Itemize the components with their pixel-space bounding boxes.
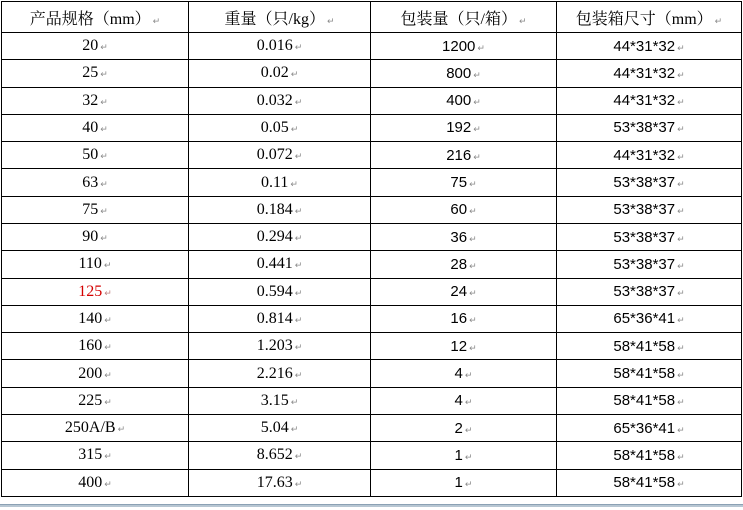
paragraph-mark-icon: ↵	[100, 43, 108, 54]
cell-value: 0.294	[256, 228, 293, 246]
paragraph-mark-icon: ↵	[469, 261, 477, 272]
table-cell	[557, 60, 742, 87]
cell-value: 8.652	[256, 446, 293, 464]
cell-value: 63	[82, 173, 99, 191]
table-cell	[2, 87, 189, 114]
table-cell	[371, 360, 557, 387]
table-cell	[2, 278, 189, 305]
paragraph-mark-icon: ↵	[100, 179, 108, 190]
paragraph-mark-icon: ↵	[290, 397, 299, 408]
table-row	[2, 360, 742, 387]
table-cell	[557, 414, 742, 441]
table-cell	[189, 196, 371, 223]
table-cell	[371, 196, 557, 223]
cell-value: 75	[82, 200, 99, 218]
cell-value: 200	[78, 364, 103, 382]
paragraph-mark-icon: ↵	[294, 206, 303, 217]
table-cell	[189, 469, 371, 497]
cell-value: 24	[450, 283, 468, 301]
cell-value: 0.032	[256, 91, 293, 109]
window-bottom-divider	[0, 504, 743, 507]
paragraph-mark-icon: ↵	[677, 371, 685, 382]
cell-value: 0.441	[256, 255, 293, 273]
table-row	[2, 251, 742, 278]
cell-value: 0.594	[256, 282, 293, 300]
paragraph-mark-icon: ↵	[464, 452, 473, 463]
paragraph-mark-icon: ↵	[290, 124, 299, 135]
table-cell	[189, 278, 371, 305]
cell-value: 110	[78, 255, 102, 273]
paragraph-mark-icon: ↵	[294, 152, 303, 163]
paragraph-mark-icon: ↵	[677, 125, 685, 136]
cell-value: 800	[446, 64, 472, 82]
table-cell	[557, 360, 742, 387]
paragraph-mark-icon: ↵	[464, 398, 473, 409]
table-row	[2, 469, 742, 497]
cell-value: 65*36*41	[613, 419, 676, 437]
table-cell	[2, 305, 189, 332]
paragraph-mark-icon: ↵	[469, 316, 477, 327]
table-cell	[189, 305, 371, 332]
table-cell	[2, 360, 189, 387]
cell-value: 44*31*32	[613, 146, 676, 164]
table-row	[2, 278, 742, 305]
paragraph-mark-icon: ↵	[473, 70, 481, 81]
cell-value: 25	[82, 64, 99, 82]
paragraph-mark-icon: ↵	[477, 43, 485, 54]
table-body	[2, 33, 742, 497]
paragraph-mark-icon: ↵	[473, 98, 481, 109]
table-cell	[2, 469, 189, 497]
cell-value: 160	[78, 337, 103, 355]
paragraph-mark-icon: ↵	[104, 288, 112, 299]
table-row	[2, 196, 742, 223]
header-label: 包装量（只/箱）	[400, 10, 517, 28]
table-cell	[557, 169, 742, 196]
paragraph-mark-icon: ↵	[464, 371, 473, 382]
cell-value: 58*41*58	[613, 446, 676, 464]
cell-value: 4	[454, 365, 463, 383]
paragraph-mark-icon: ↵	[677, 234, 685, 245]
table-cell	[371, 305, 557, 332]
paragraph-mark-icon: ↵	[473, 125, 481, 136]
table-cell	[189, 223, 371, 250]
paragraph-mark-icon: ↵	[469, 207, 477, 218]
cell-value: 53*38*37	[613, 255, 676, 273]
table-row	[2, 87, 742, 114]
paragraph-mark-icon: ↵	[294, 234, 303, 245]
cell-value: 140	[78, 309, 103, 327]
paragraph-mark-icon: ↵	[104, 315, 112, 326]
paragraph-mark-icon: ↵	[100, 152, 108, 163]
cell-value: 3.15	[260, 391, 289, 409]
table-cell	[189, 33, 371, 60]
paragraph-mark-icon: ↵	[677, 316, 685, 327]
header-label: 产品规格（mm）	[29, 10, 151, 28]
paragraph-mark-icon: ↵	[677, 398, 685, 409]
header-packing-qty	[371, 2, 557, 33]
table-cell	[557, 442, 742, 469]
table-row	[2, 305, 742, 332]
cell-value: 5.04	[260, 419, 289, 437]
cell-value: 44*31*32	[613, 37, 676, 55]
cell-value: 17.63	[256, 473, 293, 491]
table-row	[2, 223, 742, 250]
table-cell	[189, 251, 371, 278]
table-cell	[557, 196, 742, 223]
cell-value: 53*38*37	[613, 119, 676, 137]
cell-value: 53*38*37	[613, 201, 676, 219]
table-cell	[557, 87, 742, 114]
product-spec-table	[1, 1, 742, 497]
cell-value: 0.072	[256, 146, 293, 164]
cell-value: 0.02	[260, 64, 289, 82]
paragraph-mark-icon: ↵	[294, 479, 303, 490]
table-cell	[557, 251, 742, 278]
table-cell	[371, 142, 557, 169]
table-cell	[189, 169, 371, 196]
table-cell	[2, 414, 189, 441]
cell-value: 250A/B	[64, 419, 116, 437]
table-cell	[2, 251, 189, 278]
table-row	[2, 169, 742, 196]
table-cell	[189, 60, 371, 87]
cell-value: 0.814	[256, 309, 293, 327]
cell-value: 216	[446, 146, 472, 164]
table-cell	[2, 333, 189, 360]
paragraph-mark-icon: ↵	[677, 207, 685, 218]
paragraph-mark-icon: ↵	[100, 234, 108, 245]
paragraph-mark-icon: ↵	[677, 43, 685, 54]
cell-value: 400	[78, 473, 103, 491]
cell-value: 53*38*37	[613, 174, 676, 192]
paragraph-mark-icon: ↵	[326, 16, 335, 27]
cell-value: 1200	[442, 37, 476, 55]
table-cell	[371, 33, 557, 60]
cell-value: 192	[446, 119, 472, 137]
table-cell	[189, 360, 371, 387]
paragraph-mark-icon: ↵	[677, 452, 685, 463]
cell-value: 44*31*32	[613, 92, 676, 110]
cell-value: 58*41*58	[613, 365, 676, 383]
paragraph-mark-icon: ↵	[677, 70, 685, 81]
cell-value: 40	[82, 118, 99, 136]
paragraph-mark-icon: ↵	[469, 180, 477, 191]
paragraph-mark-icon: ↵	[117, 425, 126, 436]
table-cell	[371, 278, 557, 305]
header-label: 重量（只/kg）	[224, 10, 325, 28]
cell-value: 125	[78, 282, 103, 300]
table-cell	[2, 387, 189, 414]
table-cell	[371, 414, 557, 441]
table-row	[2, 114, 742, 141]
paragraph-mark-icon: ↵	[100, 70, 108, 81]
paragraph-mark-icon: ↵	[677, 480, 685, 491]
table-row	[2, 442, 742, 469]
paragraph-mark-icon: ↵	[294, 97, 303, 108]
paragraph-mark-icon: ↵	[104, 479, 112, 490]
table-cell	[371, 223, 557, 250]
header-weight	[189, 2, 371, 33]
cell-value: 1.203	[256, 337, 293, 355]
cell-value: 50	[82, 146, 99, 164]
paragraph-mark-icon: ↵	[464, 480, 473, 491]
paragraph-mark-icon: ↵	[464, 425, 473, 436]
paragraph-mark-icon: ↵	[677, 289, 685, 300]
paragraph-mark-icon: ↵	[469, 343, 477, 354]
table-cell	[2, 142, 189, 169]
table-cell	[371, 469, 557, 497]
paragraph-mark-icon: ↵	[294, 43, 303, 54]
cell-value: 20	[82, 37, 99, 55]
table-row	[2, 333, 742, 360]
paragraph-mark-icon: ↵	[518, 16, 527, 27]
cell-value: 400	[446, 92, 472, 110]
paragraph-mark-icon: ↵	[104, 452, 112, 463]
cell-value: 90	[82, 228, 99, 246]
paragraph-mark-icon: ↵	[294, 315, 303, 326]
table-cell	[189, 387, 371, 414]
table-cell	[189, 142, 371, 169]
cell-value: 2.216	[256, 364, 293, 382]
table-cell	[557, 114, 742, 141]
table-cell	[557, 142, 742, 169]
paragraph-mark-icon: ↵	[290, 179, 298, 190]
table-cell	[371, 60, 557, 87]
table-cell	[189, 87, 371, 114]
cell-value: 75	[450, 174, 468, 192]
cell-value: 53*38*37	[613, 228, 676, 246]
table-cell	[557, 278, 742, 305]
cell-value: 36	[450, 228, 468, 246]
paragraph-mark-icon: ↵	[152, 16, 161, 27]
table-cell	[2, 223, 189, 250]
table-cell	[557, 387, 742, 414]
paragraph-mark-icon: ↵	[100, 206, 108, 217]
cell-value: 4	[454, 392, 463, 410]
table-cell	[557, 33, 742, 60]
paragraph-mark-icon: ↵	[469, 234, 477, 245]
table-cell	[189, 333, 371, 360]
cell-value: 2	[454, 419, 463, 437]
cell-value: 16	[450, 310, 468, 328]
table-row	[2, 60, 742, 87]
header-row	[2, 2, 742, 33]
table-cell	[2, 33, 189, 60]
paragraph-mark-icon: ↵	[677, 261, 685, 272]
cell-value: 65*36*41	[613, 310, 676, 328]
table-cell	[557, 469, 742, 497]
table-cell	[2, 114, 189, 141]
cell-value: 58*41*58	[613, 474, 676, 492]
header-box-size	[557, 2, 742, 33]
paragraph-mark-icon: ↵	[294, 343, 303, 354]
table-row	[2, 387, 742, 414]
paragraph-mark-icon: ↵	[104, 397, 112, 408]
cell-value: 0.11	[261, 173, 289, 191]
cell-value: 315	[78, 446, 103, 464]
paragraph-mark-icon: ↵	[677, 180, 685, 191]
table-cell	[557, 305, 742, 332]
header-label: 包装箱尺寸（mm）	[575, 10, 713, 28]
paragraph-mark-icon: ↵	[677, 425, 685, 436]
cell-value: 12	[450, 337, 468, 355]
paragraph-mark-icon: ↵	[677, 98, 685, 109]
paragraph-mark-icon: ↵	[677, 152, 685, 163]
table-cell	[371, 87, 557, 114]
table-cell	[371, 387, 557, 414]
table-cell	[557, 333, 742, 360]
paragraph-mark-icon: ↵	[469, 289, 477, 300]
paragraph-mark-icon: ↵	[104, 370, 112, 381]
table-cell	[189, 114, 371, 141]
table-cell	[2, 196, 189, 223]
paragraph-mark-icon: ↵	[294, 288, 303, 299]
table-cell	[557, 223, 742, 250]
table-cell	[189, 414, 371, 441]
cell-value: 1	[454, 474, 463, 492]
paragraph-mark-icon: ↵	[294, 261, 303, 272]
cell-value: 58*41*58	[613, 337, 676, 355]
cell-value: 28	[450, 255, 468, 273]
header-product-spec	[2, 2, 189, 33]
paragraph-mark-icon: ↵	[294, 452, 303, 463]
cell-value: 58*41*58	[613, 392, 676, 410]
table-cell	[371, 251, 557, 278]
table-cell	[371, 169, 557, 196]
cell-value: 60	[450, 201, 468, 219]
table-row	[2, 414, 742, 441]
paragraph-mark-icon: ↵	[103, 261, 112, 272]
cell-value: 0.184	[256, 200, 293, 218]
table-cell	[2, 60, 189, 87]
table-cell	[371, 442, 557, 469]
paragraph-mark-icon: ↵	[714, 16, 723, 27]
table-cell	[2, 169, 189, 196]
cell-value: 32	[82, 91, 99, 109]
cell-value: 1	[454, 446, 463, 464]
cell-value: 53*38*37	[613, 283, 676, 301]
table-cell	[371, 333, 557, 360]
paragraph-mark-icon: ↵	[290, 425, 299, 436]
cell-value: 44*31*32	[613, 64, 676, 82]
paragraph-mark-icon: ↵	[473, 152, 481, 163]
table-row	[2, 33, 742, 60]
cell-value: 225	[78, 391, 103, 409]
paragraph-mark-icon: ↵	[100, 97, 108, 108]
paragraph-mark-icon: ↵	[100, 124, 108, 135]
paragraph-mark-icon: ↵	[294, 370, 303, 381]
cell-value: 0.016	[256, 37, 293, 55]
cell-value: 0.05	[260, 118, 289, 136]
paragraph-mark-icon: ↵	[677, 343, 685, 354]
table-row	[2, 142, 742, 169]
table-cell	[371, 114, 557, 141]
table-cell	[189, 442, 371, 469]
table-cell	[2, 442, 189, 469]
paragraph-mark-icon: ↵	[104, 343, 112, 354]
paragraph-mark-icon: ↵	[290, 70, 299, 81]
